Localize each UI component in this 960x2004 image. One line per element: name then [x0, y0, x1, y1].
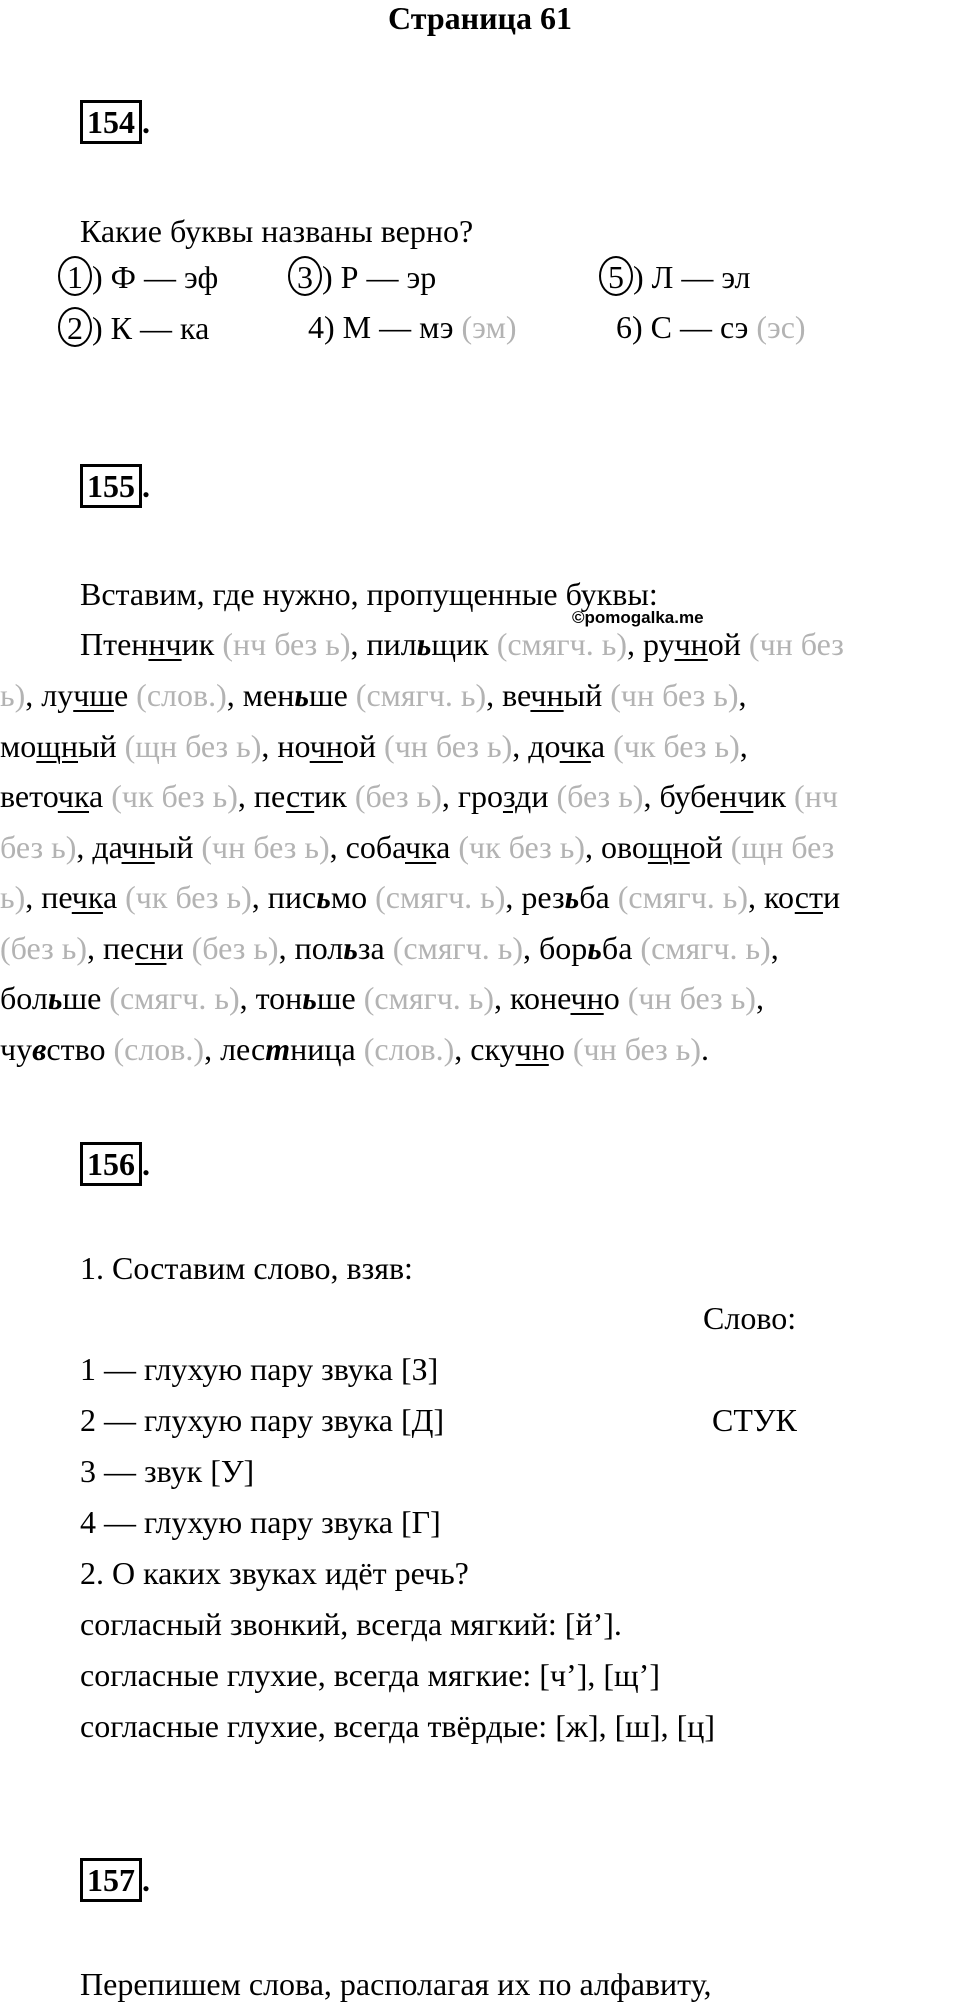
inserted-letter: ь — [343, 930, 358, 966]
text-line — [0, 776, 838, 816]
rule-hint: (чк без ь) — [458, 829, 586, 865]
number-dot: . — [142, 1146, 150, 1182]
word-part: о — [548, 1031, 573, 1067]
inserted-letter: ь — [316, 879, 331, 915]
underlined-letters: чк — [71, 879, 103, 915]
word-part: , соба — [329, 829, 406, 865]
rule-hint: (чн без ь) — [572, 1031, 702, 1067]
inserted-letter: ь — [416, 626, 432, 662]
word-part: , мен — [226, 677, 295, 713]
underlined-letters: чн — [121, 829, 155, 865]
answer-line-1: согласный звонкий, всегда мягкий: [й’]. — [80, 1606, 622, 1642]
sound-row-2: 2 — глухую пару звука [Д] — [80, 1402, 445, 1438]
text-line — [80, 624, 844, 664]
underlined-letters: чн — [515, 1031, 549, 1067]
letter-option-3: 3 ) Р — эр — [292, 256, 436, 297]
word-part: , но — [261, 728, 310, 764]
word-part: щик — [431, 626, 497, 662]
underlined-letters: чк — [559, 728, 591, 764]
exercise-156-task1: 1. Составим слово, взяв: — [80, 1250, 413, 1286]
exercise-157-intro: Перепишем слова, располагая их по алфавиту, — [80, 1966, 712, 2002]
word-part: ик — [314, 778, 355, 814]
word-part: бол — [0, 980, 48, 1016]
word-part: ба — [579, 879, 618, 915]
word-part: ой — [689, 829, 731, 865]
word-part: Птен — [80, 626, 149, 662]
rule-hint: (смягч. ь) — [355, 677, 487, 713]
word-part: о — [603, 980, 628, 1016]
word-part: ик — [181, 626, 223, 662]
rule-hint: (щн без ь) — [124, 728, 262, 764]
underlined-letters: ст — [794, 879, 823, 915]
word-part: , пе — [87, 930, 136, 966]
word-part: , пис — [251, 879, 317, 915]
rule-hint: (без ь) — [0, 930, 87, 966]
rule-hint: ь) — [0, 677, 26, 713]
word-part: , ру — [626, 626, 675, 662]
word-part: , рез — [505, 879, 565, 915]
number-box: 155 — [80, 464, 142, 508]
sound-row-4: 4 — глухую пару звука [Г] — [80, 1504, 441, 1540]
word-part: а — [89, 778, 112, 814]
word-part: ый — [563, 677, 611, 713]
word-part: и — [531, 778, 557, 814]
word-part: , ску — [454, 1031, 516, 1067]
inserted-letter: ь — [294, 677, 309, 713]
rule-hint: (чк без ь) — [125, 879, 252, 915]
text-line — [0, 675, 746, 715]
answer-word: СТУК — [712, 1402, 797, 1438]
exercise-156-number — [80, 1142, 150, 1184]
rule-hint: (чк без ь) — [613, 728, 740, 764]
rule-hint: (чн без — [748, 626, 844, 662]
word-part: , гро — [441, 778, 503, 814]
text-line — [0, 1029, 709, 1069]
underlined-letters: щн — [647, 829, 690, 865]
underlined-letters: сн — [135, 930, 167, 966]
inserted-letter: ь — [564, 879, 580, 915]
hint: (эм) — [461, 309, 517, 345]
word-part: вето — [0, 778, 58, 814]
underlined-letters: нч — [148, 626, 182, 662]
number-dot: . — [142, 1862, 150, 1898]
word-part: ство — [46, 1031, 114, 1067]
word-part: мо — [330, 879, 376, 915]
word-part: , пе — [237, 778, 286, 814]
rule-hint: (слов.) — [136, 677, 227, 713]
underlined-letters: чн — [674, 626, 708, 662]
rule-hint: (смягч. ь) — [496, 626, 627, 662]
answer-line-3: согласные глухие, всегда твёрдые: [ж], [ш], [ц] — [80, 1708, 715, 1744]
underlined-letters: щн — [36, 728, 79, 764]
rule-hint: (без ь) — [354, 778, 442, 814]
number-box: 157 — [80, 1858, 142, 1902]
rule-hint: (смягч. ь) — [392, 930, 524, 966]
word-header: Слово: — [703, 1300, 797, 1336]
word-part: чу — [0, 1031, 33, 1067]
underlined-letters: чн — [530, 677, 564, 713]
answer-line-2: согласные глухие, всегда мягкие: [ч’], [щ’] — [80, 1657, 660, 1693]
rule-hint: (смягч. ь) — [109, 980, 240, 1016]
underlined-letters: чк — [57, 778, 90, 814]
letter-option-1: 1 ) Ф — эф — [62, 256, 218, 297]
rule-hint: ь) — [0, 879, 26, 915]
letter-option-6: 6) С — сэ (эс) — [616, 309, 806, 345]
word-part: а — [590, 728, 614, 764]
sound-row-1: 1 — глухую пару звука [З] — [80, 1351, 439, 1387]
rule-hint: (слов.) — [113, 1031, 205, 1067]
rule-hint: (щн без — [730, 829, 835, 865]
word-part: ой — [342, 728, 385, 764]
hint: (эс) — [756, 309, 806, 345]
word-part: , да — [76, 829, 122, 865]
word-part: , — [738, 677, 747, 713]
word-part: ый — [154, 829, 202, 865]
text-line — [0, 726, 748, 766]
word-part: мо — [0, 728, 37, 764]
word-part: а — [436, 829, 459, 865]
text-line — [0, 978, 764, 1018]
word-part: , до — [512, 728, 560, 764]
word-part: , пол — [278, 930, 344, 966]
rule-hint: (чн без ь) — [627, 980, 756, 1016]
circled-mark: 2 — [58, 307, 92, 347]
rule-hint: (смягч. ь) — [617, 879, 749, 915]
circled-mark: 5 — [599, 256, 633, 296]
word-part: ба — [601, 930, 641, 966]
word-part: ой — [707, 626, 749, 662]
underlined-letters: чш — [73, 677, 114, 713]
rule-hint: (смягч. ь) — [363, 980, 495, 1016]
rule-hint: (смягч. ь) — [375, 879, 506, 915]
rule-hint: (чн без ь) — [201, 829, 330, 865]
word-part: , ве — [486, 677, 531, 713]
text-line — [0, 877, 840, 917]
rule-hint: (слов.) — [363, 1031, 455, 1067]
word-part: . — [701, 1031, 710, 1067]
underlined-letters: нч — [720, 778, 754, 814]
exercise-155-intro: Вставим, где нужно, пропущенные буквы: — [80, 576, 658, 612]
number-box: 154 — [80, 100, 142, 144]
number-box: 156 — [80, 1142, 142, 1186]
word-part: , бор — [523, 930, 588, 966]
word-part: и — [822, 879, 841, 915]
word-part: , лес — [204, 1031, 266, 1067]
exercise-157-number — [80, 1858, 150, 1900]
underlined-letters: чк — [405, 829, 437, 865]
word-part: , ово — [585, 829, 648, 865]
inserted-letter: ь — [302, 980, 317, 1016]
circled-mark: 1 — [58, 256, 92, 296]
letter-option-4: 4) М — мэ (эм) — [308, 309, 517, 345]
rule-hint: (чн без ь) — [384, 728, 513, 764]
word-part: а — [102, 879, 126, 915]
word-part: за — [357, 930, 393, 966]
word-part: , бубе — [643, 778, 721, 814]
word-part: , — [770, 930, 779, 966]
number-dot: . — [142, 468, 150, 504]
rule-hint: (без ь) — [556, 778, 644, 814]
sound-row-3: 3 — звук [У] — [80, 1453, 255, 1489]
word-part: ше — [316, 980, 364, 1016]
word-part: , тон — [239, 980, 303, 1016]
underlined-letters: ст — [285, 778, 315, 814]
word-part: е — [113, 677, 137, 713]
watermark: ©pomogalka.me — [572, 608, 704, 627]
word-part: , — [755, 980, 764, 1016]
inserted-letter: в — [32, 1031, 47, 1067]
rule-hint: без ь) — [0, 829, 77, 865]
rule-hint: (чк без ь) — [111, 778, 238, 814]
inserted-letter: ь — [47, 980, 63, 1016]
rule-hint: (нч — [794, 778, 838, 814]
rule-hint: (смягч. ь) — [640, 930, 771, 966]
word-part: ый — [78, 728, 125, 764]
word-part: , лу — [25, 677, 74, 713]
word-part: , пил — [350, 626, 417, 662]
exercise-156-task2: 2. О каких звуках идёт речь? — [80, 1555, 469, 1591]
page-title: Страница 61 — [388, 0, 572, 36]
word-part: и — [166, 930, 192, 966]
text-line — [0, 928, 779, 968]
exercise-154-question: Какие буквы названы верно? — [80, 213, 474, 249]
letter-option-2: 2 ) К — ка — [62, 307, 209, 348]
rule-hint: (без ь) — [191, 930, 279, 966]
circled-mark: 3 — [288, 256, 322, 296]
word-part: ница — [290, 1031, 364, 1067]
number-dot: . — [142, 104, 150, 140]
word-part: , — [739, 728, 748, 764]
underlined-letters: зд — [502, 778, 532, 814]
word-part: ик — [753, 778, 795, 814]
letter-option-5: 5 ) Л — эл — [603, 256, 750, 297]
word-part: ше — [308, 677, 356, 713]
word-part: , ко — [748, 879, 795, 915]
word-part: ше — [62, 980, 110, 1016]
exercise-154-number — [80, 100, 150, 142]
word-part: , пе — [25, 879, 72, 915]
word-part: , коне — [494, 980, 571, 1016]
text-line — [0, 827, 834, 867]
rule-hint: (чн без ь) — [610, 677, 739, 713]
rule-hint: (нч без ь) — [222, 626, 351, 662]
exercise-155-number — [80, 464, 150, 506]
inserted-letter: т — [265, 1031, 291, 1067]
underlined-letters: чн — [309, 728, 343, 764]
underlined-letters: чн — [570, 980, 604, 1016]
inserted-letter: ь — [587, 930, 602, 966]
